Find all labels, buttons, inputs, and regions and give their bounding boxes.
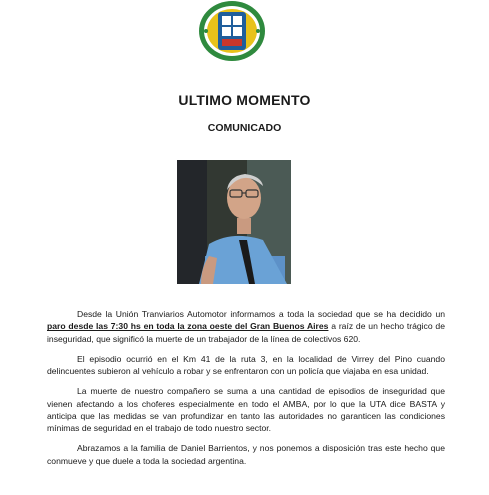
document-subtitle: COMUNICADO — [207, 122, 282, 134]
paragraph-insecurity: La muerte de nuestro compañero se suma a una cantidad de episodios de inseguridad que vienen afectando a los choferes especialmente en todo el AMBA, por lo que la UTA dice BASTA y anticipa que las medidas se van profundizar en tanto las autoridades no garanticen las condiciones mínimas de seguridad en el trabajo de todo nuestro sector. — [47, 386, 445, 434]
paragraph-condolences: Abrazamos a la familia de Daniel Barrientos, y nos ponemos a disposición tras este hecho que conmueve y que duele a toda la sociedad argentina. — [47, 443, 445, 466]
uta-logo — [198, 0, 266, 62]
paragraph-strike: Desde la Unión Tranviarios Automotor informamos a toda la sociedad que se ha decidido un paro desde las 7:30 hs en toda la zona oeste del Gran Buenos Aires a raíz de un hecho trágico de inseguridad, que significó la muerte de un trabajador de la línea de colectivos 620. — [47, 309, 445, 344]
communique-body — [47, 308, 445, 475]
document-title: ULTIMO MOMENTO — [178, 92, 311, 108]
strike-announcement: paro desde las 7:30 hs en toda la zona oeste del Gran Buenos Aires — [47, 321, 329, 332]
paragraph-episode: El episodio ocurrió en el Km 41 de la ruta 3, en la localidad de Virrey del Pino cuando delincuentes subieron al vehículo a robar y se enfrentaron con un policía que viajaba en esa unidad. — [47, 353, 445, 377]
driver-photo — [177, 160, 291, 284]
